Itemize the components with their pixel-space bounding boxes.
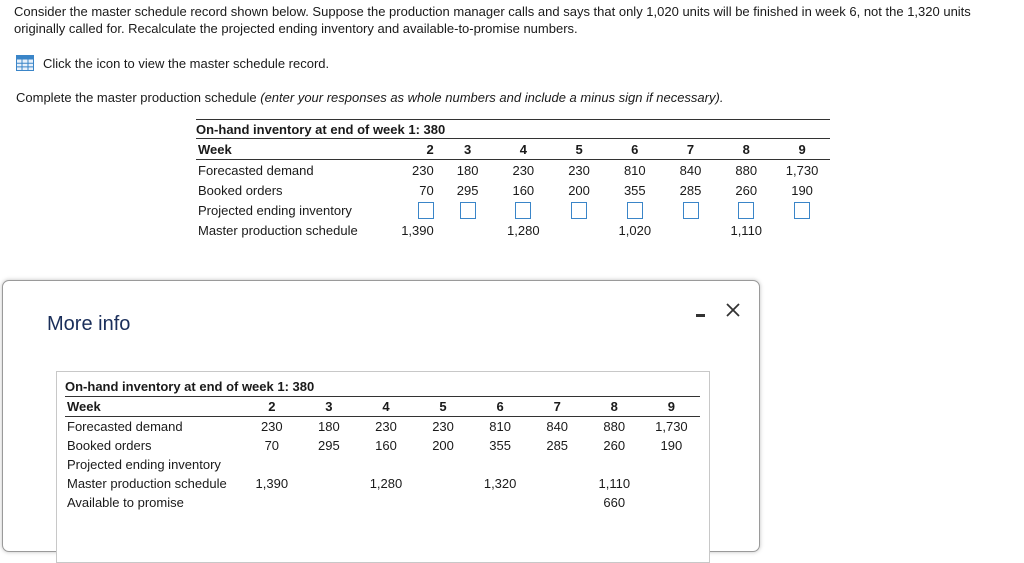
week-header: 6 <box>607 139 663 160</box>
week-header: 7 <box>663 139 719 160</box>
cell: 295 <box>318 438 340 453</box>
cell: 190 <box>660 438 683 453</box>
mps-row <box>65 474 700 493</box>
cell: 285 <box>679 182 702 198</box>
cell <box>357 493 414 512</box>
cell: 200 <box>432 438 454 453</box>
cell: 160 <box>375 438 397 453</box>
cell <box>415 474 472 493</box>
cell <box>243 493 300 512</box>
cell: 810 <box>489 419 511 434</box>
projected-inventory-input-week-2[interactable] <box>418 202 434 219</box>
instruction-italic: (enter your responses as whole numbers and include a minus sign if necessary). <box>260 90 724 105</box>
cell <box>643 474 700 493</box>
cell: 1,110 <box>598 476 631 491</box>
cell: 1,020 <box>618 222 652 238</box>
cell: 660 <box>603 495 626 510</box>
table-title: On-hand inventory at end of week 1: 380 <box>65 377 700 397</box>
row-label: Projected ending inventory <box>198 202 352 218</box>
cell: 70 <box>264 438 280 453</box>
projected-inventory-input-week-6[interactable] <box>627 202 643 219</box>
minimize-icon <box>696 314 705 317</box>
week-header: 2 <box>243 397 300 417</box>
cell <box>243 455 300 474</box>
week-label: Week <box>196 139 384 160</box>
week-header: 7 <box>529 397 586 417</box>
week-header: 9 <box>643 397 700 417</box>
week-header: 8 <box>586 397 643 417</box>
cell <box>663 220 719 240</box>
week-header: 4 <box>357 397 414 417</box>
cell <box>529 455 586 474</box>
dialog-title: More info <box>47 313 131 335</box>
cell: 260 <box>603 438 626 453</box>
cell <box>472 493 529 512</box>
cell <box>472 455 529 474</box>
projected-inventory-input-week-3[interactable] <box>460 202 476 219</box>
cell: 840 <box>546 419 569 434</box>
cell <box>529 493 586 512</box>
week-header: 8 <box>718 139 774 160</box>
cell: 1,730 <box>655 419 688 434</box>
cell: 880 <box>603 419 626 434</box>
cell: 295 <box>456 182 479 198</box>
week-header: 5 <box>551 139 607 160</box>
cell: 810 <box>623 162 646 178</box>
close-icon[interactable] <box>723 300 743 320</box>
view-record-hint <box>16 54 329 72</box>
cell: 230 <box>568 162 590 178</box>
projected-inventory-input-week-7[interactable] <box>683 202 699 219</box>
cell: 1,730 <box>785 162 819 178</box>
projected-inventory-input-week-8[interactable] <box>738 202 754 219</box>
week-header: 5 <box>415 397 472 417</box>
cell: 230 <box>432 419 454 434</box>
cell: 260 <box>735 182 758 198</box>
projected-inventory-input-week-5[interactable] <box>571 202 587 219</box>
cell <box>415 493 472 512</box>
cell: 285 <box>546 438 569 453</box>
projected-inventory-input-week-4[interactable] <box>515 202 531 219</box>
cell <box>551 220 607 240</box>
booked-row <box>65 436 700 455</box>
atp-row <box>65 493 700 512</box>
cell: 355 <box>489 438 511 453</box>
minimize-button[interactable] <box>693 306 709 322</box>
cell: 230 <box>512 162 535 178</box>
cell <box>300 493 357 512</box>
forecast-row <box>65 417 700 437</box>
cell: 200 <box>568 182 590 198</box>
cell <box>774 220 830 240</box>
booked-row <box>196 180 830 200</box>
week-header: 4 <box>495 139 551 160</box>
cell: 180 <box>456 162 479 178</box>
row-label: Projected ending inventory <box>67 457 221 472</box>
hint-text: Click the icon to view the master schedule record. <box>43 55 330 71</box>
cell <box>440 220 496 240</box>
row-label: Booked orders <box>198 182 283 198</box>
question-text: Consider the master schedule record shown below. Suppose the production manager calls and says that only 1,020 units will be finished in week 6, not the 1,320 units originally called for. Recalculate the projected ending inventory and available-to-promise numbers. <box>14 4 971 36</box>
row-label: Forecasted demand <box>198 162 314 178</box>
table-icon[interactable] <box>16 55 34 71</box>
cell: 230 <box>412 162 434 178</box>
row-label: Master production schedule <box>67 476 227 491</box>
week-header: 3 <box>300 397 357 417</box>
cell: 190 <box>791 182 813 198</box>
cell: 355 <box>623 182 646 198</box>
week-row <box>196 139 830 160</box>
week-row <box>65 397 700 417</box>
cell <box>300 455 357 474</box>
cell: 840 <box>679 162 702 178</box>
cell <box>529 474 586 493</box>
cell <box>300 474 357 493</box>
instruction-text <box>16 90 723 105</box>
row-label: Master production schedule <box>198 222 358 238</box>
cell: 1,280 <box>507 222 540 238</box>
master-schedule-table <box>196 119 830 240</box>
projected-inventory-input-week-9[interactable] <box>794 202 810 219</box>
cell: 1,390 <box>401 222 434 238</box>
master-schedule-record-table <box>65 377 700 512</box>
cell: 1,320 <box>483 476 517 491</box>
table-title: On-hand inventory at end of week 1: 380 <box>196 120 830 139</box>
cell: 230 <box>260 419 283 434</box>
week-header: 6 <box>472 397 529 417</box>
cell <box>586 455 643 474</box>
cell: 230 <box>375 419 397 434</box>
cell: 70 <box>419 182 434 198</box>
instruction-main: Complete the master production schedule <box>16 90 261 105</box>
cell: 1,280 <box>369 476 403 491</box>
cell <box>643 493 700 512</box>
row-label: Forecasted demand <box>67 419 183 434</box>
cell: 160 <box>512 182 535 198</box>
row-label: Available to promise <box>67 495 184 510</box>
cell: 1,390 <box>255 476 289 491</box>
week-header: 3 <box>440 139 496 160</box>
week-label: Week <box>65 397 243 417</box>
cell <box>415 455 472 474</box>
cell <box>643 455 700 474</box>
cell: 180 <box>318 419 340 434</box>
projected-inventory-row <box>196 200 830 220</box>
mps-row <box>196 220 830 240</box>
projected-inventory-row <box>65 455 700 474</box>
more-info-dialog <box>2 280 760 552</box>
dialog-table-panel <box>56 371 710 563</box>
cell: 1,110 <box>730 222 763 238</box>
row-label: Booked orders <box>67 438 152 453</box>
forecast-row <box>196 160 830 181</box>
week-header: 2 <box>384 139 440 160</box>
cell <box>357 455 414 474</box>
week-header: 9 <box>774 139 830 160</box>
cell: 880 <box>735 162 758 178</box>
